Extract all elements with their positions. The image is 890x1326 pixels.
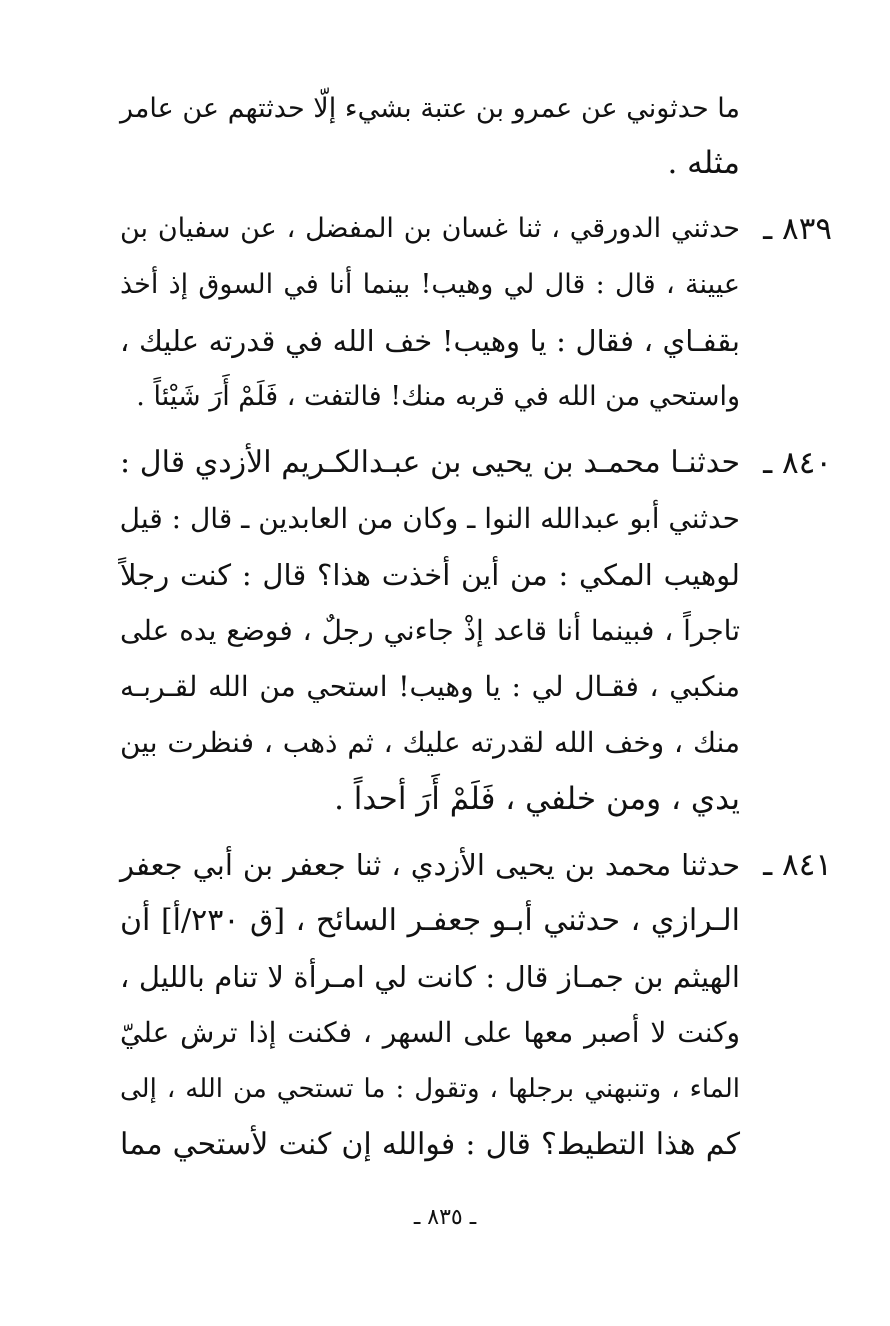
text-line: وكنت لا أصبر معها على السهر ، فكنت إذا ترش عليّ — [120, 1016, 740, 1049]
text-line: الـرازي ، حدثني أبـو جعفـر السائح ، [ق ٢٣٠/أ] أن — [120, 903, 740, 938]
text-line: بقفـاي ، فقال : يا وهيب! خف الله في قدرته عليك ، — [120, 324, 740, 358]
text-line: منك ، وخف الله لقدرته عليك ، ثم ذهب ، فنظرت بين — [120, 726, 740, 759]
text-line: الماء ، وتنبهني برجلها ، وتقول : ما تستحي من الله ، إلى — [120, 1074, 740, 1104]
text-line: ما حدثوني عن عمرو بن عتبة بشيء إلّا حدثتهم عن عامر — [120, 93, 740, 124]
text-line: تاجراً ، فبينما أنا قاعد إذْ جاءني رجلٌ ، فوضع يده على — [120, 614, 740, 647]
entry-number: ٨٤٠ ـ — [763, 445, 832, 481]
text-line: عيينة ، قال : قال لي وهيب! بينما أنا في السوق إذ أخذ — [120, 269, 740, 300]
text-line: حدثنا محمد بن يحيى الأزدي ، ثنا جعفر بن أبي جعفر — [120, 848, 740, 882]
text-line: حدثني أبو عبدالله النوا ـ وكان من العابدين ـ قال : قيل — [119, 502, 740, 535]
text-line: منكبي ، فقـال لي : يا وهيب! استحي من الله لقـربـه — [120, 670, 740, 703]
text-line: لوهيب المكي : من أين أخذت هذا؟ قال : كنت رجلاً — [120, 558, 740, 592]
text-line: حدثنـا محمـد بن يحيى بن عبـدالكـريم الأزدي قال : — [120, 445, 740, 480]
text-line: كم هذا التطيط؟ قال : فوالله إن كنت لأستحي مما — [120, 1127, 740, 1162]
entry-number: ٨٣٩ ـ — [763, 211, 832, 247]
text-line: واستحي من الله في قربه منك! فالتفت ، فَلَمْ أَرَ شَيْئاً . — [136, 381, 740, 412]
entry-number: ٨٤١ ـ — [763, 847, 832, 883]
text-line: مثله . — [667, 145, 740, 181]
text-line: الهيثم بن جمـاز قال : كانت لي امـرأة لا تنام بالليل ، — [120, 960, 740, 994]
page-number: ـ ٨٣٥ ـ — [413, 1205, 477, 1230]
text-line: حدثني الدورقي ، ثنا غسان بن المفضل ، عن سفيان بن — [120, 213, 740, 244]
text-line: يدي ، ومن خلفي ، فَلَمْ أَرَ أحداً . — [334, 781, 740, 817]
